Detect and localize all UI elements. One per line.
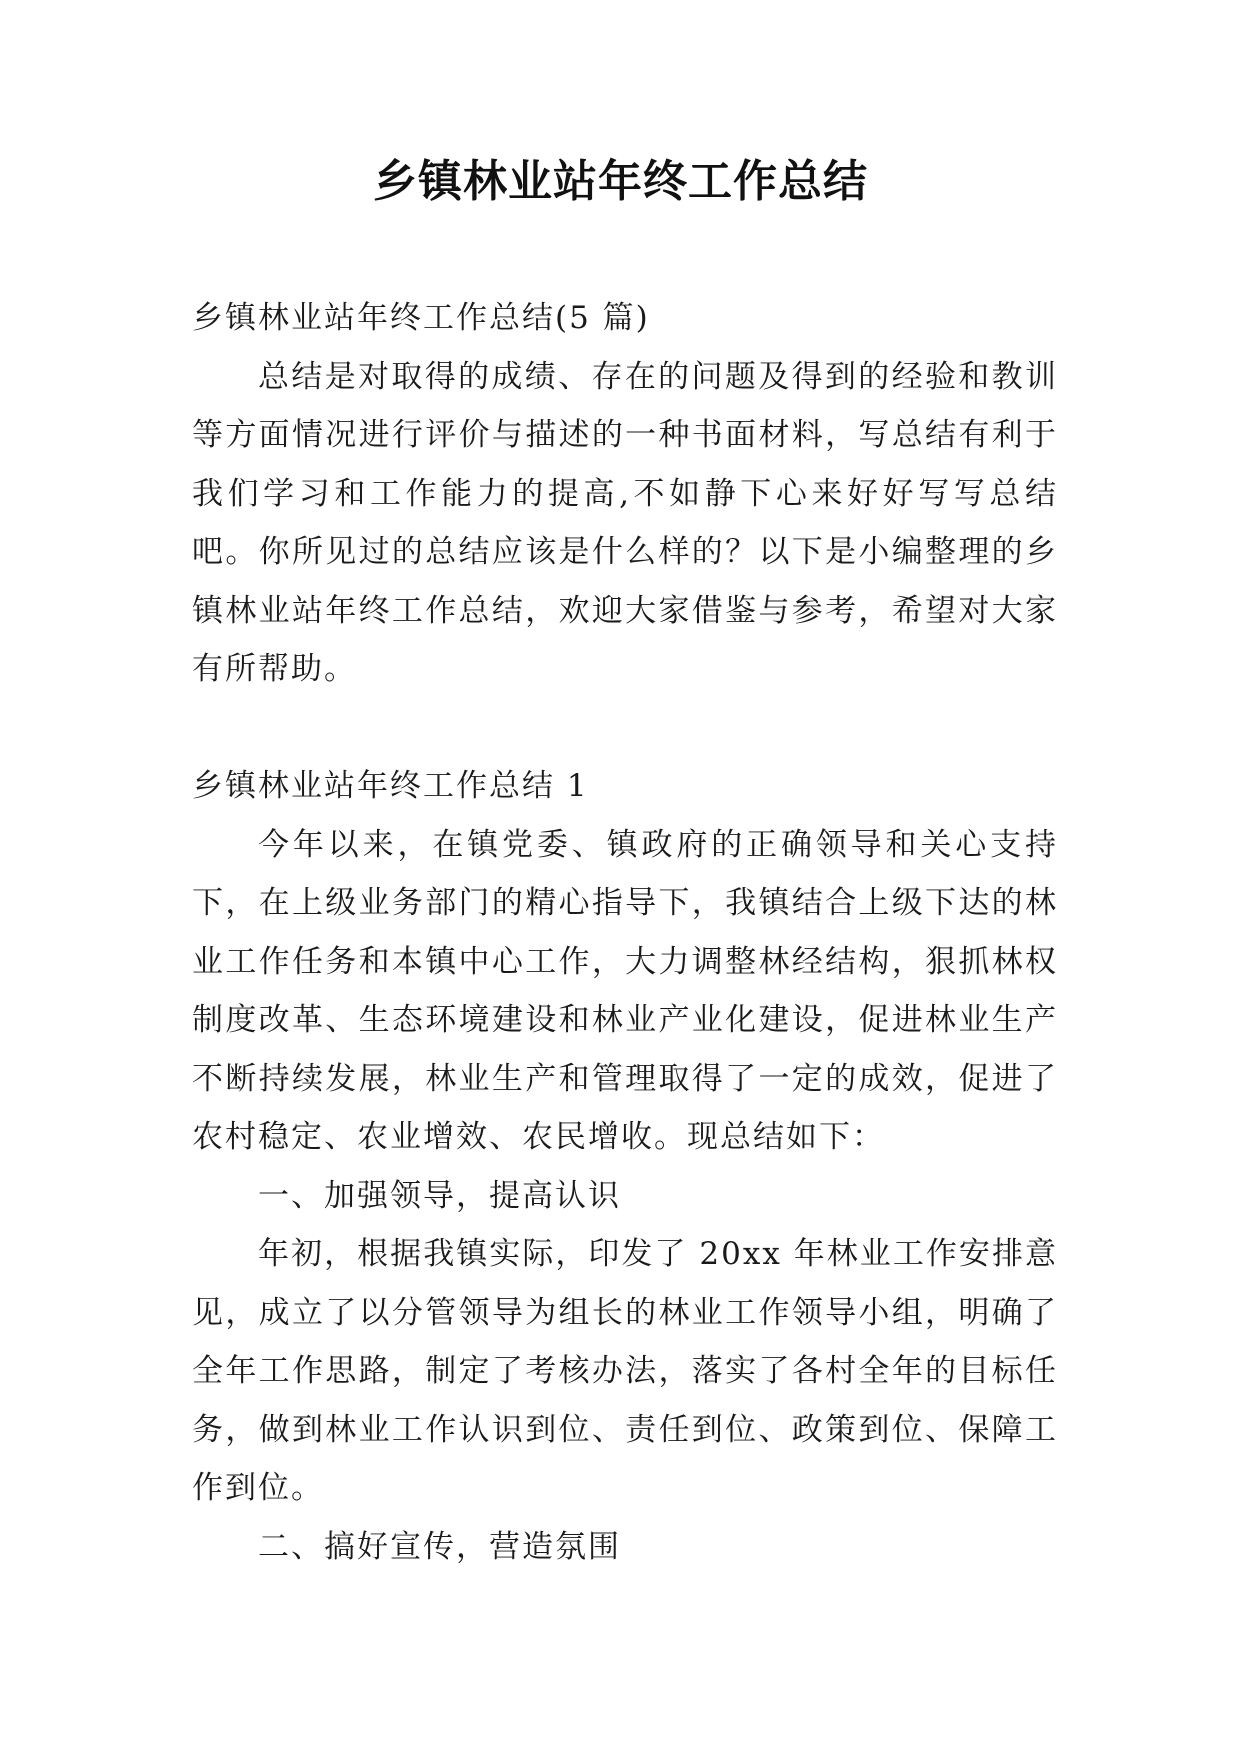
paragraph-spacer [192, 699, 1058, 758]
point-heading-2: 二、搞好宣传，营造氛围 [258, 1528, 621, 1565]
point-paragraph-1: 年初，根据我镇实际，印发了 20xx 年林业工作安排意见，成立了以分管领导为组长的林业工作领导小组，明确了全年工作思路，制定了考核办法，落实了各村全年的目标任务，做到林业工作认识到位、责任到位、政策到位、保障工作到位。 [192, 1236, 1058, 1506]
document-subtitle: 乡镇林业站年终工作总结(5 篇) [192, 300, 650, 336]
document-title: 乡镇林业站年终工作总结 [373, 156, 868, 207]
intro-paragraph: 总结是对取得的成绩、存在的问题及得到的经验和教训等方面情况进行评价与描述的一种书面材料，写总结有利于我们学习和工作能力的提高,不如静下心来好好写写总结吧。你所见过的总结应该是什么样的？以下是小编整理的乡镇林业站年终工作总结，欢迎大家借鉴与参考，希望对大家有所帮助。 [192, 358, 1058, 687]
document-body [192, 289, 1058, 1576]
section-paragraph: 今年以来，在镇党委、镇政府的正确领导和关心支持下，在上级业务部门的精心指导下，我镇结合上级下达的林业工作任务和本镇中心工作，大力调整林经结构，狠抓林权制度改革、生态环境建设和林业产业化建设，促进林业生产不断持续发展，林业生产和管理取得了一定的成效，促进了农村稳定、农业增效、农民增收。现总结如下： [192, 826, 1058, 1155]
section-heading: 乡镇林业站年终工作总结 1 [192, 768, 589, 804]
point-heading-1: 一、加强领导，提高认识 [258, 1177, 621, 1214]
